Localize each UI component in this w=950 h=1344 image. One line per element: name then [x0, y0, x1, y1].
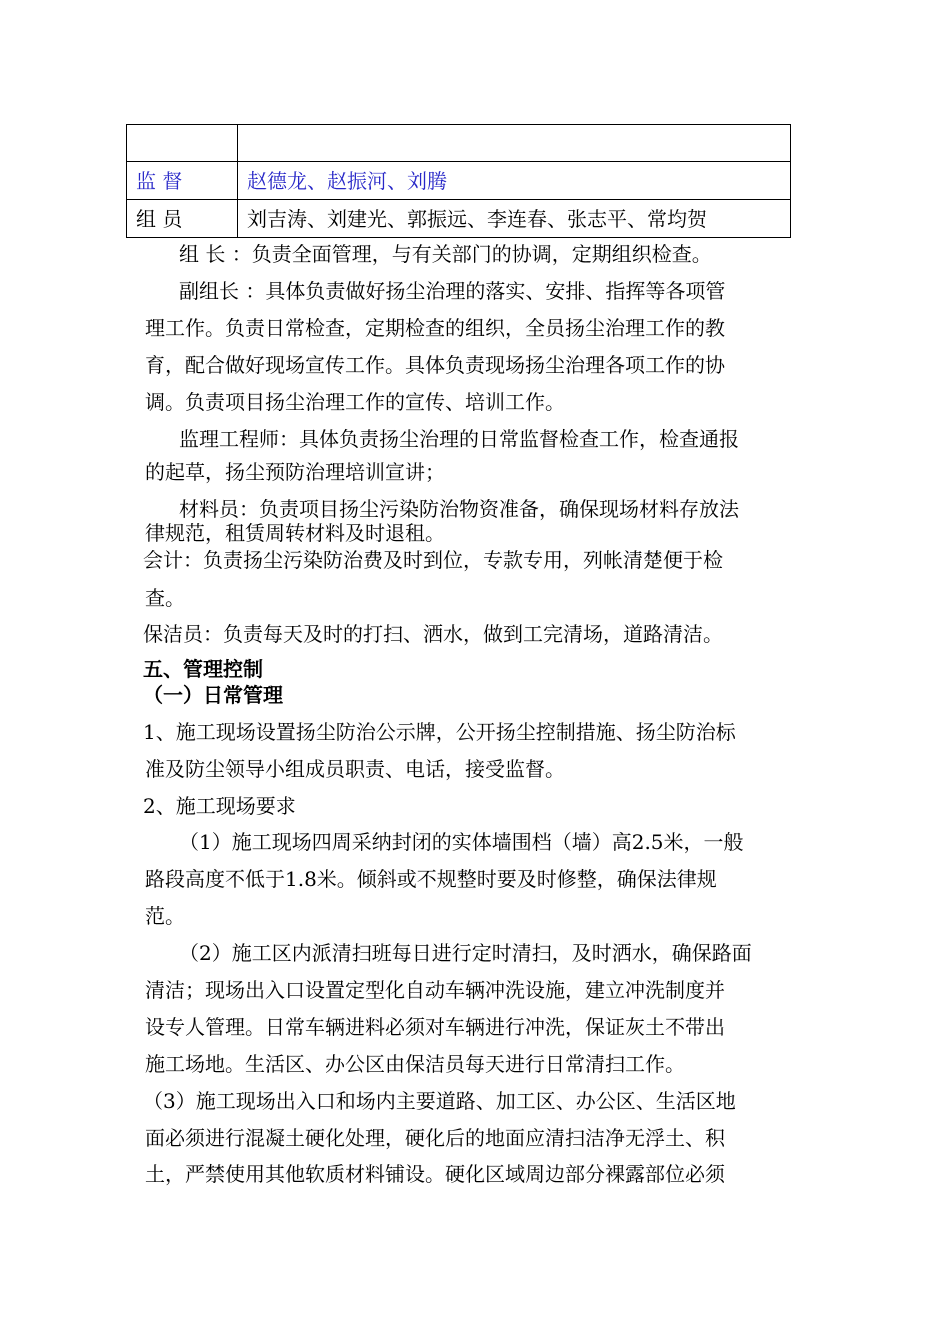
- text-line: 材料员：负责项目扬尘污染防治物资准备，确保现场材料存放法: [179, 497, 739, 521]
- text-line: 准及防尘领导小组成员职责、电话，接受监督。: [145, 757, 565, 781]
- text-line: 土，严禁使用其他软质材料铺设。硬化区域周边部分裸露部位必须: [145, 1162, 725, 1186]
- table-row: [127, 200, 791, 238]
- text-line: 的起草，扬尘预防治理培训宣讲；: [145, 460, 445, 484]
- text-line: 律规范，租赁周转材料及时退租。: [145, 521, 445, 545]
- table-cell: 监 督: [127, 162, 238, 200]
- text-line: 施工场地。生活区、办公区由保洁员每天进行日常清扫工作。: [145, 1052, 685, 1076]
- table-cell: [238, 125, 791, 162]
- text-line: 设专人管理。日常车辆进料必须对车辆进行冲洗，保证灰土不带出: [145, 1015, 725, 1039]
- text-line: 范。: [145, 904, 185, 928]
- text-line: 1、施工现场设置扬尘防治公示牌，公开扬尘控制措施、扬尘防治标: [143, 720, 736, 744]
- section-heading: 五、管理控制: [143, 657, 263, 681]
- subsection-heading: （一）日常管理: [143, 683, 283, 707]
- text-line: 监理工程师：具体负责扬尘治理的日常监督检查工作，检查通报: [179, 427, 739, 451]
- personnel-table: [126, 124, 791, 238]
- table-cell: [127, 125, 238, 162]
- text-line: （3）施工现场出入口和场内主要道路、加工区、办公区、生活区地: [143, 1089, 736, 1113]
- text-line: 清洁；现场出入口设置定型化自动车辆冲洗设施，建立冲洗制度并: [145, 978, 725, 1002]
- text-line: 2、施工现场要求: [143, 794, 296, 818]
- text-line: 调。负责项目扬尘治理工作的宣传、培训工作。: [145, 390, 565, 414]
- table-row: [127, 162, 791, 200]
- table-row: [127, 125, 791, 162]
- text-line: 保洁员：负责每天及时的打扫、洒水，做到工完清场，道路清洁。: [143, 622, 723, 646]
- text-line: 会计：负责扬尘污染防治费及时到位，专款专用，列帐清楚便于检: [143, 548, 723, 572]
- text-line: 面必须进行混凝土硬化处理，硬化后的地面应清扫洁净无浮土、积: [145, 1126, 725, 1150]
- text-line: 育，配合做好现场宣传工作。具体负责现场扬尘治理各项工作的协: [145, 353, 725, 377]
- table-cell: 刘吉涛、刘建光、郭振远、李连春、张志平、常均贺: [238, 200, 791, 238]
- text-line: （2）施工区内派清扫班每日进行定时清扫，及时洒水，确保路面: [179, 941, 752, 965]
- text-line: 路段高度不低于1.8米。倾斜或不规整时要及时修整，确保法律规: [145, 867, 717, 891]
- text-line: 查。: [145, 586, 185, 610]
- text-line: 理工作。负责日常检查，定期检查的组织，全员扬尘治理工作的教: [145, 316, 725, 340]
- table-cell: 组 员: [127, 200, 238, 238]
- text-line: 组 长 ：负责全面管理，与有关部门的协调，定期组织检查。: [179, 242, 712, 266]
- table-cell: 赵德龙、赵振河、刘腾: [238, 162, 791, 200]
- text-line: （1）施工现场四周采纳封闭的实体墙围档（墙）高2.5米，一般: [179, 830, 744, 854]
- text-line: 副组长 ：具体负责做好扬尘治理的落实、安排、指挥等各项管: [179, 279, 726, 303]
